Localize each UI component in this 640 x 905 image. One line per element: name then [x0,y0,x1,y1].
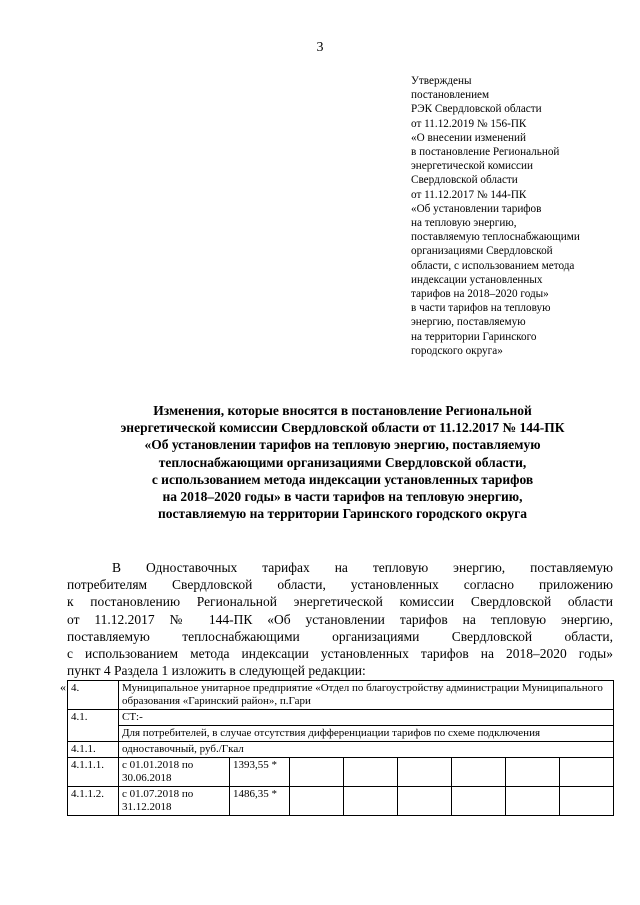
table-row [68,710,614,726]
empty-cell [452,758,506,787]
approval-line: на тепловую энергию, [411,217,517,230]
approval-line: индексации установленных [411,273,543,286]
page-number: 3 [316,40,324,55]
period-cell: с 01.01.2018 по 30.06.2018 [119,758,230,787]
body-line: поставляемую теплоснабжающими организациями Свердловской области, [67,628,613,644]
row-number: 4.1.1.2. [68,787,119,816]
empty-cell [398,787,452,816]
row-number: 4.1. [68,710,119,742]
table-row [68,758,614,787]
approval-line: тарифов на 2018–2020 годы» [411,288,549,301]
approval-line: энергию, поставляемую [411,316,526,329]
empty-cell [560,758,614,787]
approval-line: в постановление Региональной [411,146,560,159]
title-line: теплоснабжающими организациями Свердловской области, [158,454,527,470]
title-line: «Об установлении тарифов на тепловую энергию, поставляемую [144,437,541,453]
body-line: В Одноставочных тарифах на тепловую энергию, поставляемую [112,560,613,575]
approval-line: от 11.12.2019 № 156-ПК [411,117,527,130]
approval-line: в части тарифов на тепловую [411,302,551,315]
empty-cell [506,758,560,787]
approval-line: Свердловской области [411,174,518,187]
tariff-table [67,680,614,816]
title-line: поставляемую на территории Гаринского городского округа [157,506,528,522]
approval-line: организациями Свердловской [411,245,553,258]
tariff-type: одноставочный, руб./Гкал [119,742,614,758]
approval-line: от 11.12.2017 № 144-ПК [411,188,527,201]
body-line: пункт 4 Раздела 1 изложить в следующей редакции: [67,663,366,679]
empty-cell [290,787,344,816]
empty-cell [290,758,344,787]
empty-cell [344,787,398,816]
tariff-value: 1393,55 * [230,758,290,787]
row-number: 4. [68,681,119,710]
tariff-value: 1486,35 * [230,787,290,816]
approval-line: РЭК Свердловской области [411,103,542,116]
title-line: с использованием метода индексации установленных тарифов [151,471,534,487]
approval-block [411,74,626,358]
title-line: Изменения, которые вносятся в постановление Региональной [153,403,532,418]
empty-cell [398,758,452,787]
body-line: с использованием метода индексации установленных тарифов на 2018–2020 годы» [67,646,613,662]
empty-cell [452,787,506,816]
document-title [60,402,625,522]
approval-line: «О внесении изменений [411,131,527,144]
table-row [68,742,614,758]
approval-line: энергетической комиссии [411,160,533,173]
body-line: потребителям Свердловской области, установленных согласно приложению [67,577,613,593]
body-paragraph [67,559,613,679]
row-number: 4.1.1.1. [68,758,119,787]
body-line: к постановлению Региональной энергетической комиссии Свердловской области [67,594,613,610]
empty-cell [560,787,614,816]
approval-line: области, с использованием метода [411,259,575,272]
approval-line: поставляемую теплоснабжающими [411,231,580,244]
opening-quote-mark: « [60,680,66,694]
table-row [68,681,614,710]
empty-cell [344,758,398,787]
table-row [68,726,614,742]
row-number: 4.1.1. [68,742,119,758]
approval-line: постановлением [411,89,490,102]
system-label: СТ:- [119,710,614,726]
title-line: на 2018–2020 годы» в части тарифов на тепловую энергию, [162,489,523,505]
approval-line: на территории Гаринского [411,330,537,343]
approval-line: Утверждены [411,75,472,87]
empty-cell [506,787,560,816]
body-line: от 11.12.2017 № 144-ПК «Об установлении тарифов на тепловую энергию, [67,611,613,627]
organization-name: Муниципальное унитарное предприятие «Отдел по благоустройству администрации Муниципального образования «Гаринский район», п.Гари [119,681,614,710]
approval-line: городского округа» [411,344,503,357]
period-cell: с 01.07.2018 по 31.12.2018 [119,787,230,816]
table-row [68,787,614,816]
title-line: энергетической комиссии Свердловской области от 11.12.2017 № 144-ПК [120,420,565,436]
consumer-category: Для потребителей, в случае отсутствия дифференциации тарифов по схеме подключения [119,726,614,742]
approval-line: «Об установлении тарифов [411,202,542,215]
